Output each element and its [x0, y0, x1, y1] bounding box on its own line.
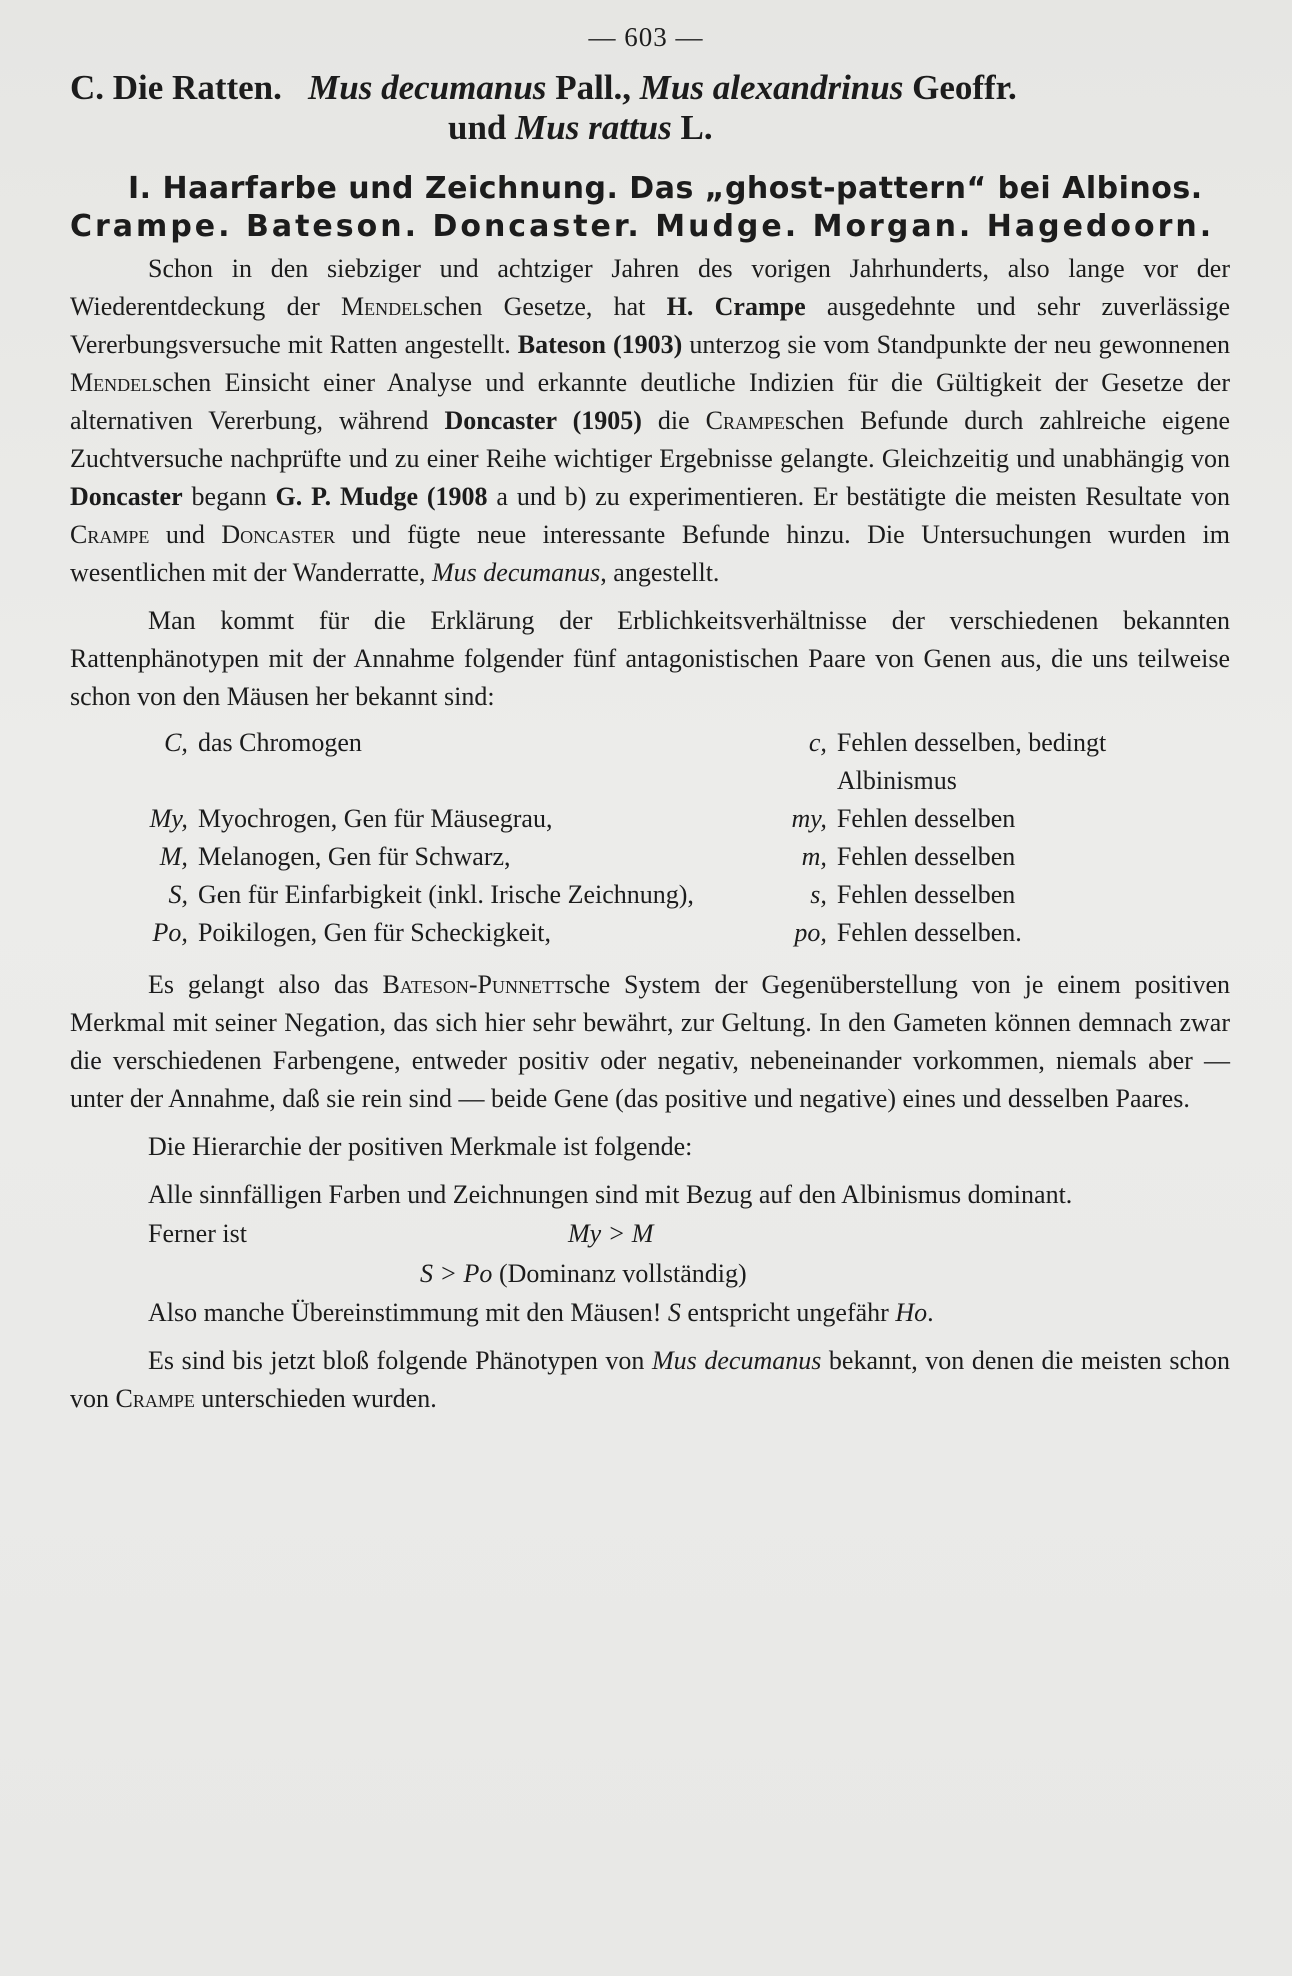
gene-negation-symbol: c, — [808, 728, 827, 757]
page-content — [70, 68, 1230, 1418]
gene-negation-symbol: s, — [810, 880, 827, 909]
formula-label: Ferner ist — [148, 1219, 247, 1248]
paragraph-history: Schon in den siebziger und achtziger Jahren des vorigen Jahrhunderts, also lange vor der Wiederentdeckung der Mendelschen Gesetze, hat H. Crampe ausgedehnte und sehr zuverlässige Vererbungsversuche mit Ratten angestellt. Bateson (1903) unterzog sie vom Standpunkte der neu gewonnenen Mendelschen Einsicht einer Analyse und erkannte deutliche Indizien für die Gültigkeit der Gesetze der alternativen Vererbung, während Doncaster (1905) die Crampeschen Befunde durch zahlreiche eigene Zuchtversuche nachprüfte und zu einer Reihe wichtiger Ergebnisse gelangte. Gleichzeitig und unabhängig von Doncaster begann G. P. Mudge (1908 a und b) zu experimentieren. Er bestätigte die meisten Resultate von Crampe und Doncaster und fügte neue interessante Befunde hinzu. Die Untersuchungen wurden im wesentlichen mit der Wanderratte, Mus decumanus, angestellt. — [70, 254, 1230, 587]
gene-pair-row — [70, 876, 1230, 914]
paragraph-hierarchy: Die Hierarchie der positiven Merkmale ist folgende: — [148, 1132, 693, 1161]
gene-symbol: S, — [168, 880, 188, 909]
formula-note: (Dominanz vollständig) — [492, 1259, 747, 1288]
section-title — [70, 68, 1230, 148]
gene-pair-row — [70, 914, 1230, 952]
gene-description: Myochrogen, Gen für Mäusegrau, — [197, 804, 553, 833]
gene-negation-description: Fehlen desselben — [836, 804, 1016, 833]
gene-symbol: My, — [149, 804, 188, 833]
gene-description: Gen für Einfarbigkeit (inkl. Irische Zeichnung), — [197, 880, 694, 909]
author-l: L. — [680, 108, 713, 147]
gene-negation-description: Fehlen desselben — [836, 880, 1016, 909]
dominance-formulas — [70, 1214, 1230, 1294]
paragraph-bateson-punnett: Es gelangt also das Bateson-Punnettsche System der Gegenüberstellung von je einem positiven Merkmal mit seiner Negation, das sich hier sehr bewährt, zur Geltung. In den Gameten können demnach zwar die verschiedenen Farbengene, entweder positiv oder negativ, nebeneinander vorkommen, niemals aber — unter der Annahme, daß sie rein sind — beide Gene (das positive und negative) eines und desselben Paares. — [70, 970, 1230, 1113]
gene-symbol: C, — [164, 728, 188, 757]
formula-my-m: My > M — [568, 1219, 654, 1248]
gene-negation-description: Fehlen desselben, bedingt Albinismus — [836, 728, 1107, 795]
gene-symbol: Po, — [152, 918, 188, 947]
gene-pair-row — [70, 838, 1230, 876]
subsection-title — [70, 170, 1230, 246]
gene-negation-symbol: po, — [794, 918, 827, 947]
species-rattus: Mus rattus — [515, 108, 672, 147]
gene-pair-row — [70, 724, 1230, 800]
page-number: — 603 — — [588, 22, 704, 52]
paragraph-mouse-comparison: Also manche Übereinstimmung mit den Mäusen! S entspricht ungefähr Ho. — [148, 1298, 934, 1327]
author-pall: Pall., — [555, 68, 632, 107]
gene-description: Melanogen, Gen für Schwarz, — [197, 842, 511, 871]
subsection-title-line2: Crampe. Bateson. Doncaster. Mudge. Morgan. Hagedoorn. — [70, 209, 1215, 244]
paragraph-dominance: Alle sinnfälligen Farben und Zeichnungen sind mit Bezug auf den Albinismus dominant. — [148, 1180, 1073, 1209]
title-und: und — [448, 108, 507, 147]
species-decumanus: Mus decumanus — [308, 68, 547, 107]
formula-s-po: S > Po — [420, 1259, 493, 1288]
gene-negation-description: Fehlen desselben — [836, 842, 1016, 871]
paragraph-phenotypes: Es sind bis jetzt bloß folgende Phänotypen von Mus decumanus bekannt, von denen die meisten schon von Crampe unterschieden wurden. — [70, 1346, 1230, 1413]
gene-negation-symbol: my, — [791, 804, 827, 833]
gene-pair-row — [70, 800, 1230, 838]
gene-negation-symbol: m, — [801, 842, 827, 871]
species-alexandrinus: Mus alexandrinus — [639, 68, 904, 107]
title-prefix: C. Die Ratten. — [70, 68, 282, 107]
subsection-title-line1: I. Haarfarbe und Zeichnung. Das „ghost-pattern“ bei Albinos. — [128, 171, 1203, 206]
gene-description: das Chromogen — [197, 728, 362, 757]
paragraph-genes-intro: Man kommt für die Erklärung der Erblichkeitsverhältnisse der verschiedenen bekannten Rattenphänotypen mit der Annahme folgender fünf antagonistischen Paare von Genen aus, die uns teilweise schon von den Mäusen her bekannt sind: — [70, 606, 1230, 711]
gene-description: Poikilogen, Gen für Scheckigkeit, — [197, 918, 552, 947]
gene-symbol: M, — [159, 842, 188, 871]
gene-pairs-table — [70, 724, 1230, 952]
gene-negation-description: Fehlen desselben. — [836, 918, 1022, 947]
author-geoffr: Geoffr. — [912, 68, 1017, 107]
